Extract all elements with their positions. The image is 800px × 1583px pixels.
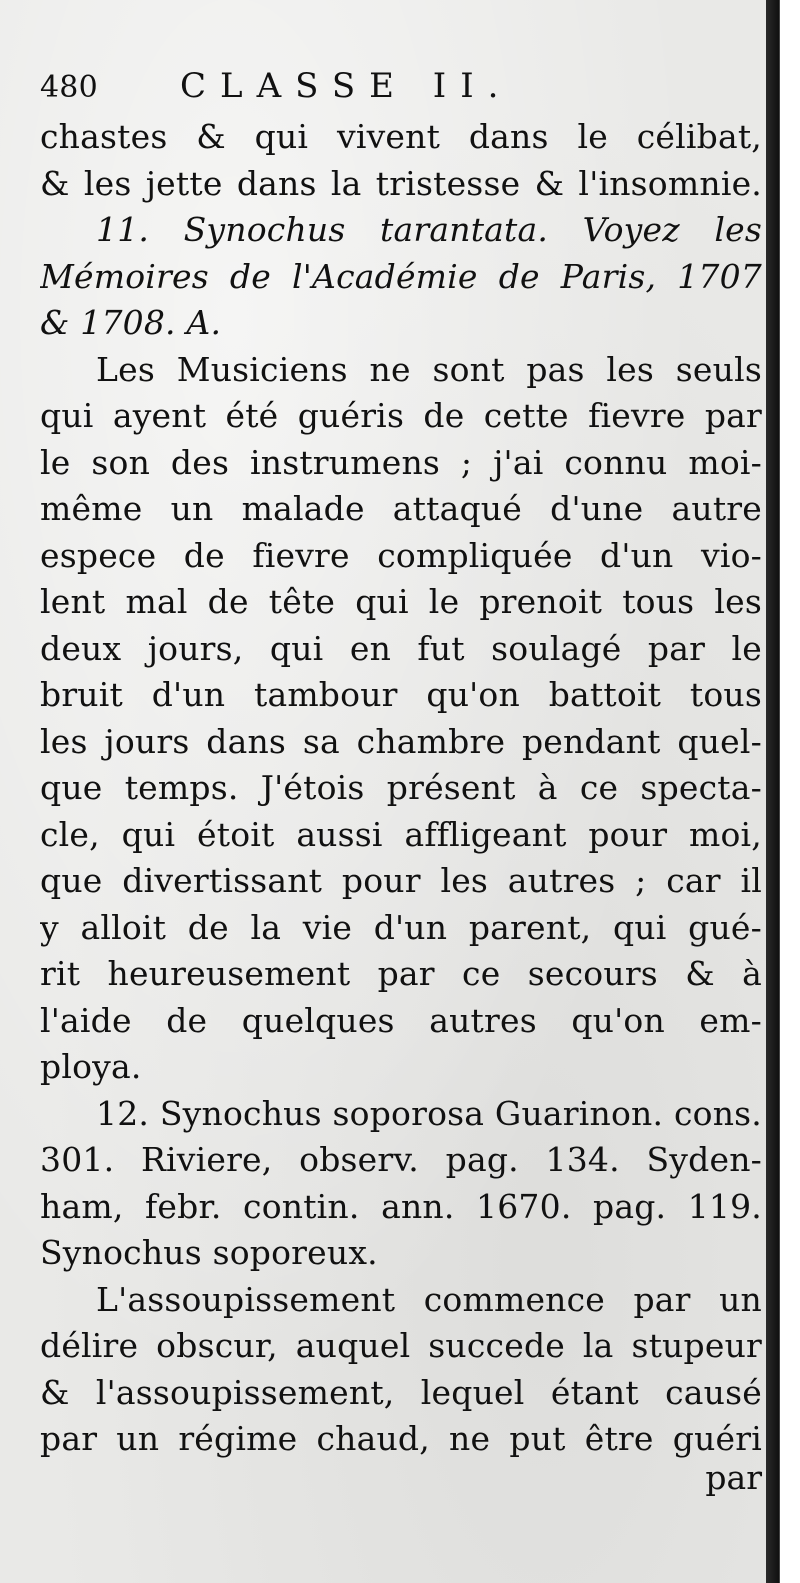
- page-edge: [766, 0, 800, 1583]
- catchword: par: [705, 1458, 762, 1497]
- text-line: bruit d'un tambour qu'on battoit tous: [40, 675, 762, 714]
- text-line: même un malade attaqué d'une autre: [40, 489, 762, 528]
- text-line: par un régime chaud, ne put être guéri: [40, 1419, 762, 1458]
- text-line: deux jours, qui en fut soulagé par le: [40, 628, 762, 668]
- text-lines: [40, 114, 762, 1463]
- running-head: CLASSE II.: [180, 66, 513, 106]
- text-line: Synochus soporeux.: [40, 1233, 378, 1272]
- text-line: que divertissant pour les autres ; car il: [40, 861, 762, 900]
- text-line: y alloit de la vie d'un parent, qui gué-: [40, 907, 762, 947]
- text-line: ham, febr. contin. ann. 1670. pag. 119.: [40, 1186, 762, 1226]
- text-line: le son des instrumens ; j'ai connu moi-: [40, 442, 762, 482]
- text-line: délire obscur, auquel succede la stupeur: [40, 1326, 762, 1365]
- page-text: [40, 58, 762, 1463]
- text-line: & les jette dans la tristesse & l'insomnie.: [40, 163, 762, 203]
- text-line: 11. Synochus tarantata. Voyez les: [96, 210, 762, 249]
- text-line: ploya.: [40, 1047, 142, 1086]
- page-header: [40, 58, 762, 114]
- text-line: les jours dans sa chambre pendant quel-: [40, 721, 762, 761]
- text-line: lent mal de tête qui le prenoit tous les: [40, 582, 762, 621]
- text-line: Mémoires de l'Académie de Paris, 1707: [40, 256, 762, 296]
- text-line: & 1708. A.: [40, 303, 222, 342]
- text-line: espece de fievre compliquée d'un vio-: [40, 535, 762, 575]
- text-line: que temps. J'étois présent à ce specta-: [40, 768, 762, 807]
- text-line: 301. Riviere, observ. pag. 134. Syden-: [40, 1140, 762, 1179]
- text-line: cle, qui étoit aussi affligeant pour moi,: [40, 814, 762, 854]
- text-line: 12. Synochus soporosa Guarinon. cons.: [96, 1093, 762, 1133]
- text-line: qui ayent été guéris de cette fievre par: [40, 396, 762, 435]
- text-line: rit heureusement par ce secours & à: [40, 954, 762, 993]
- text-line: & l'assoupissement, lequel étant causé: [40, 1372, 762, 1412]
- text-line: l'aide de quelques autres qu'on em-: [40, 1000, 762, 1040]
- text-line: L'assoupissement commence par un: [96, 1279, 762, 1319]
- text-line: Les Musiciens ne sont pas les seuls: [96, 349, 762, 389]
- text-line: chastes & qui vivent dans le célibat,: [40, 117, 762, 156]
- page-number: 480: [40, 70, 98, 105]
